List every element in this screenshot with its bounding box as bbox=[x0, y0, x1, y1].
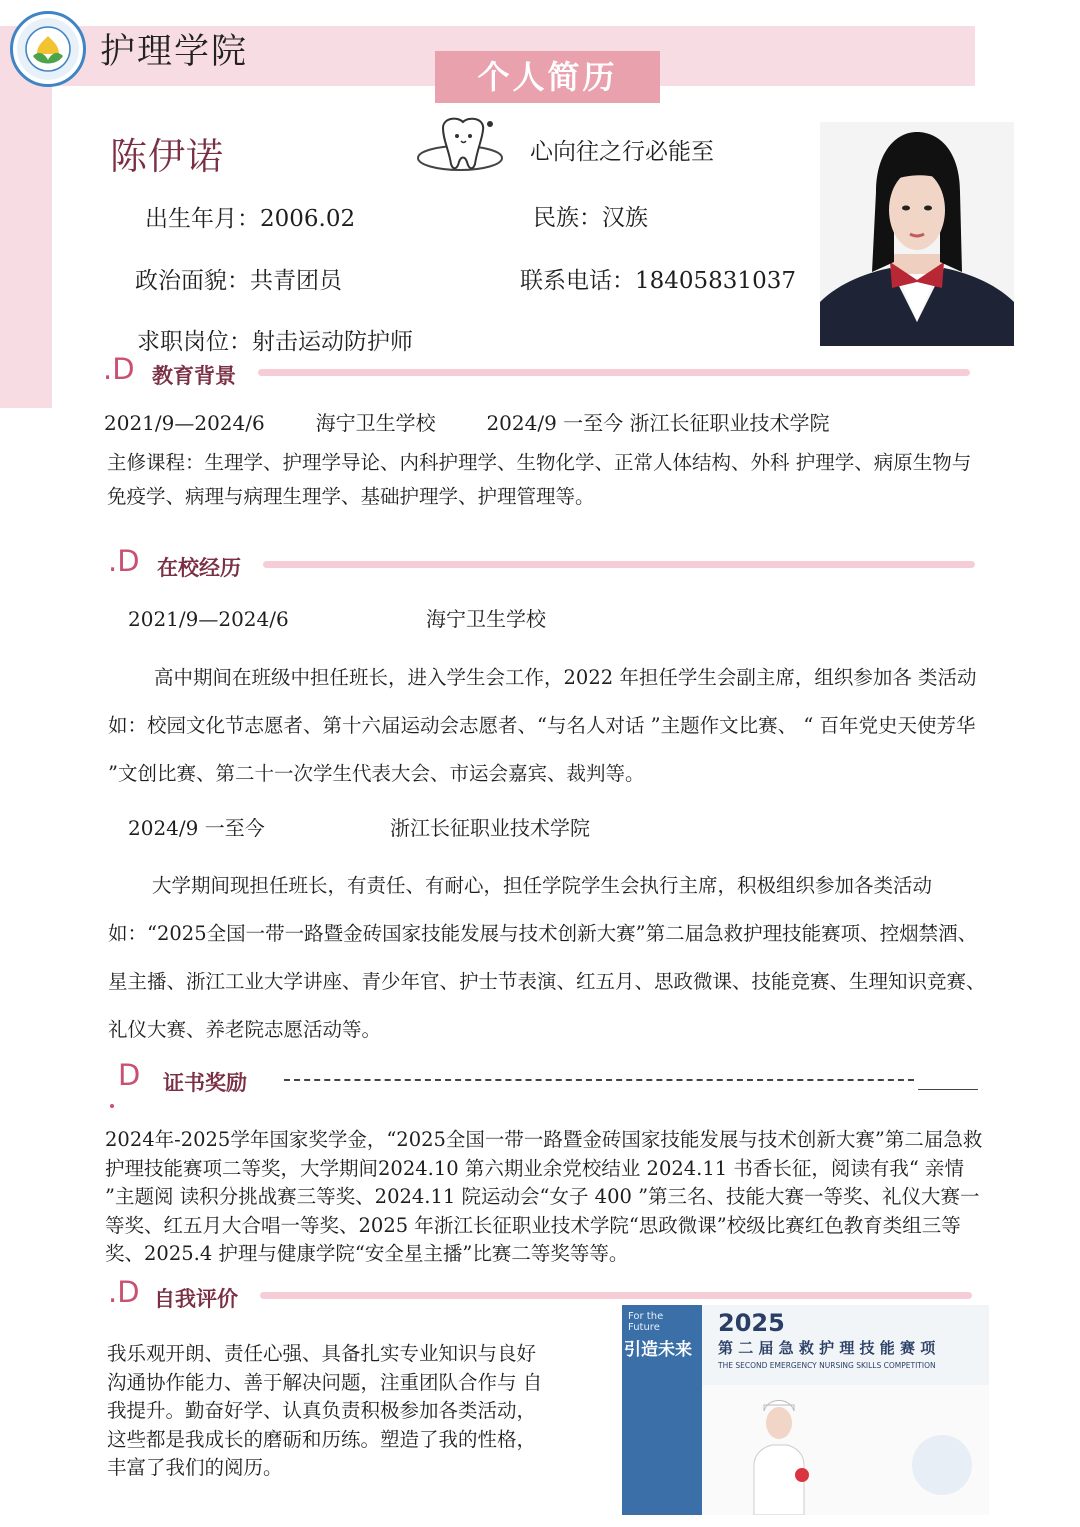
section-marker: .D bbox=[108, 1275, 140, 1309]
section-title-campus: 在校经历 bbox=[157, 556, 241, 580]
resume-label: 个人简历 bbox=[435, 51, 660, 103]
section-dashed-divider bbox=[284, 1079, 914, 1081]
portrait-photo bbox=[820, 122, 1014, 346]
competition-photo bbox=[622, 1305, 989, 1515]
photo-left-caption: For the Future bbox=[628, 1311, 664, 1333]
awards-text: 2024年-2025学年国家奖学金，“2025全国一带一路暨金砖国家技能发展与技术创新大赛”第二届急救护理技能赛项二等奖，大学期间2024.10 第六期业余党校结业 2024.11 书香长征，阅读有我“ 亲情 ”主题阅 读积分挑战赛三等奖、2024.11 院运动会“女子 400 ”第三名、技能大赛一等奖、礼仪大赛一等奖、红五月大合唱一等奖、2025 年浙江长征职业技术学院“思政微课”校级比赛红色教育类组三等奖、2025.4 护理与健康学院“安全星主播”比赛二等奖等等。 bbox=[105, 1128, 983, 1265]
photo-banner-en: THE SECOND EMERGENCY NURSING SKILLS COMPETITION bbox=[718, 1361, 936, 1370]
section-title-education: 教育背景 bbox=[152, 364, 236, 388]
birth-date: 出生年月：2006.02 bbox=[145, 206, 356, 232]
ethnicity: 民族：汉族 bbox=[533, 205, 648, 231]
section-divider bbox=[260, 1292, 972, 1299]
campus-period1-school: 海宁卫生学校 bbox=[426, 607, 546, 631]
photo-banner-year: 2025 bbox=[718, 1309, 785, 1337]
section-marker: .D bbox=[108, 544, 140, 578]
education-courses: 主修课程：生理学、护理学导论、内科护理学、生物化学、正常人体结构、外科 护理学、病原生物与免疫学、病理与病理生理学、基础护理学、护理管理等。 bbox=[107, 451, 972, 508]
photo-banner-title: 第 二 届 急 救 护 理 技 能 赛 项 bbox=[718, 1339, 936, 1357]
motto: 心向往之行必能至 bbox=[530, 139, 714, 165]
photo-left-slogan: 引造未来 bbox=[624, 1340, 692, 1360]
campus-period2-text: 大学期间现担任班长，有责任、有耐心，担任学院学生会执行主席，积极组织参加各类活动如：“2025全国一带一路暨金砖国家技能发展与技术创新大赛”第二届急救护理技能赛项、控烟禁酒、星主播、浙江工业大学讲座、青少年官、护士节表演、红五月、思政微课、技能竞赛、生理知识竞赛、礼仪大赛、养老院志愿活动等。 bbox=[108, 874, 986, 1041]
tooth-mascot-icon bbox=[415, 110, 515, 185]
political-status: 政治面貌：共青团员 bbox=[135, 268, 342, 294]
section-marker-letter: D bbox=[118, 1058, 141, 1092]
education-timeline: 2021/9—2024/6 海宁卫生学校 2024/9 一至今 浙江长征职业技术学院 bbox=[104, 411, 830, 435]
section-title-awards: 证书奖励 bbox=[163, 1071, 247, 1095]
section-marker-dot bbox=[110, 1104, 114, 1108]
section-divider bbox=[258, 369, 970, 376]
logo-emblem-icon bbox=[13, 14, 83, 84]
phone-number: 联系电话：18405831037 bbox=[520, 268, 796, 294]
section-marker: .D bbox=[103, 352, 135, 386]
section-divider bbox=[263, 561, 975, 568]
campus-period2-school: 浙江长征职业技术学院 bbox=[390, 816, 590, 840]
college-title: 护理学院 bbox=[100, 32, 249, 72]
section-title-self: 自我评价 bbox=[154, 1287, 238, 1311]
section-underline bbox=[918, 1089, 978, 1090]
college-logo bbox=[10, 11, 86, 87]
self-evaluation-text: 我乐观开朗、责任心强、具备扎实专业知识与良好沟通协作能力、善于解决问题，注重团队合作与 自我提升。勤奋好学、认真负责积极参加各类活动，这些都是我成长的磨砺和历练。塑造了我的性格，丰富了我们的阅历。 bbox=[107, 1342, 543, 1479]
campus-period1-date: 2021/9—2024/6 bbox=[128, 607, 289, 631]
job-position: 求职岗位：射击运动防护师 bbox=[137, 329, 413, 355]
campus-period2-date: 2024/9 一至今 bbox=[128, 816, 265, 840]
person-name: 陈伊诺 bbox=[110, 135, 224, 178]
campus-period1-text: 高中期间在班级中担任班长，进入学生会工作，2022 年担任学生会副主席，组织参加各 类活动如：校园文化节志愿者、第十六届运动会志愿者、“与名人对话 ”主题作文比赛、 “ 百年党史天使芳华 ”文创比赛、第二十一次学生代表大会、市运会嘉宾、裁判等。 bbox=[108, 666, 977, 785]
